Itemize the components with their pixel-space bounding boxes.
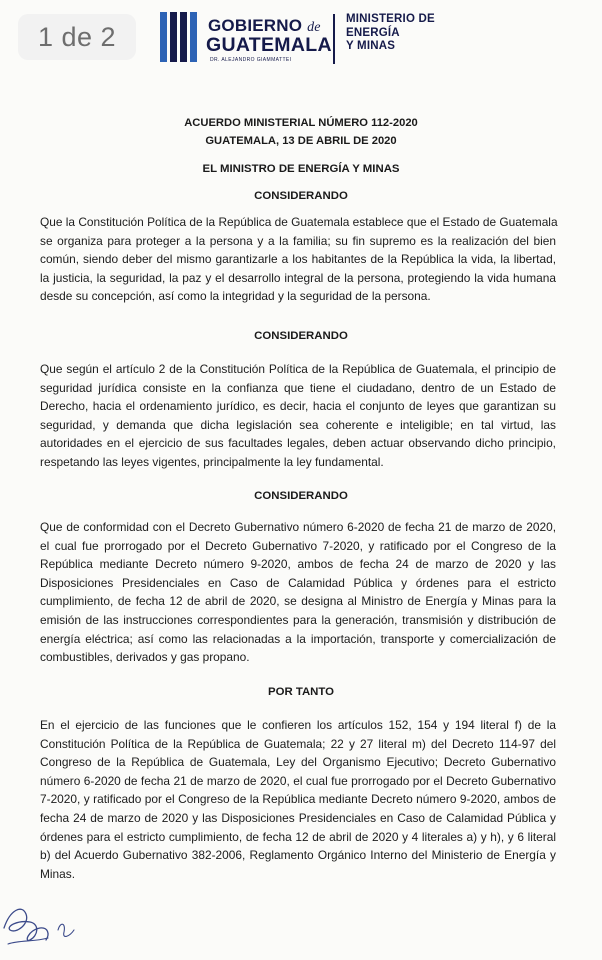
section-paragraph	[40, 518, 556, 667]
section-heading: CONSIDERANDO	[254, 330, 348, 342]
paragraph-line: autoridades en el ejercicio de sus facultades legales, deben actuar observando dicho principio,	[40, 436, 556, 451]
paragraph-line: el cual fue prorrogado por el Decreto Gubernativo 7-2020, y ratificado por el Congreso de la	[40, 538, 556, 553]
paragraph-line: seguridad jurídica consiste en la confianza que tiene el ciudadano, dentro de un Estado de	[40, 380, 556, 395]
logo-de-text: de	[307, 20, 321, 35]
paragraph-line: respetando las leyes vigentes, principalmente la ley fundamental.	[40, 454, 384, 469]
paragraph-line: Que de conformidad con el Decreto Gubernativo número 6-2020 de fecha 21 de marzo de 2020,	[40, 520, 556, 534]
government-logo	[160, 12, 460, 72]
paragraph-line: En el ejercicio de las funciones que le confieren los artículos 152, 154 y 194 literal f) de la	[40, 718, 556, 732]
document-title: ACUERDO MINISTERIAL NÚMERO 112-2020	[184, 117, 418, 129]
logo-ministry-name	[346, 13, 435, 54]
section-heading: POR TANTO	[267, 686, 335, 698]
section-paragraph	[40, 360, 556, 472]
paragraph-line: Derecho, hacia el ordenamiento jurídico, es decir, hacia el conjunto de leyes que garantizan su	[40, 399, 556, 414]
section-paragraph	[40, 213, 556, 306]
paragraph-line: Que la Constitución Política de la República de Guatemala establece que el Estado de Guatemala	[40, 215, 558, 229]
paragraph-line: Congreso de la República de Guatemala, Ley del Organismo Ejecutivo; Decreto Gubernativo	[40, 755, 556, 770]
paragraph-line: Constitución Política de la República de Guatemala; 22 y 27 literal m) del Decreto 114-97 del	[40, 736, 556, 751]
paragraph-line: fecha 24 de marzo de 2020 y las Disposiciones Presidenciales en Caso de Calamidad Pública y	[40, 810, 556, 825]
page-indicator[interactable]: 1 de 2	[18, 14, 136, 60]
handwritten-signature	[0, 890, 90, 960]
document-date: GUATEMALA, 13 DE ABRIL DE 2020	[205, 135, 397, 147]
document-authority: EL MINISTRO DE ENERGÍA Y MINAS	[202, 163, 400, 175]
paragraph-line: República mediante Decreto número 9-2020, ambos de fecha 24 de marzo de 2020 y las	[40, 557, 556, 572]
paragraph-line: Minas.	[40, 866, 76, 881]
paragraph-line: órdenes para el estricto cumplimiento, de fecha 12 de abril de 2020 y 4 literales a) y h), y 6 literal	[40, 829, 556, 844]
logo-ministry-line: MINISTERIO DE	[346, 13, 435, 25]
paragraph-line: la justicia, la seguridad, la paz y el desarrollo integral de la persona, protegiendo la vida humana	[40, 270, 556, 285]
paragraph-line: Que según el artículo 2 de la Constitución Política de la República de Guatemala, el principio de	[40, 362, 556, 376]
paragraph-line: seguridad, y demanda que dicha legislación sea coherente e inteligible; en tal virtud, las	[40, 417, 556, 432]
logo-gobierno-text: GOBIERNO de	[208, 16, 321, 35]
logo-ministry-line: Y MINAS	[346, 40, 396, 52]
section-heading: CONSIDERANDO	[254, 190, 348, 202]
paragraph-line: combustibles, derivados y gas propano.	[40, 650, 250, 665]
paragraph-line: Disposiciones Presidenciales en Caso de Calamidad Pública y órdenes para el estricto	[40, 575, 556, 590]
logo-guatemala-text: GUATEMALA	[206, 34, 332, 56]
logo-small-text: DR. ALEJANDRO GIAMMATTEI	[210, 57, 292, 63]
paragraph-line: cumplimiento, de fecha 12 de abril de 2020, se designa al Ministro de Energía y Minas para la	[40, 594, 556, 609]
logo-ministry-line: ENERGÍA	[346, 26, 400, 39]
logo-divider	[333, 14, 335, 64]
paragraph-line: común, siendo deber del mismo garantizarle a los habitantes de la República la vida, la libertad,	[40, 252, 556, 267]
paragraph-line: emisión de las instrucciones correspondientes para la generación, transmisión y distribución de	[40, 612, 556, 627]
paragraph-line: desde su concepción, así como la integridad y la seguridad de la persona.	[40, 289, 431, 304]
section-heading: CONSIDERANDO	[254, 490, 348, 502]
paragraph-line: se organiza para proteger a la persona y a la familia; su fin supremo es la realización del bien	[40, 233, 556, 248]
paragraph-line: número 6-2020 de fecha 21 de marzo de 2020, el cual fue prorrogado por el Decreto Gubernativo	[40, 773, 556, 788]
section-paragraph	[40, 716, 556, 883]
paragraph-line: energía eléctrica; así como las relacionadas a la importación, transporte y comercialización de	[40, 631, 556, 646]
guatemala-flag-mark-icon	[160, 12, 200, 66]
paragraph-line: b) del Acuerdo Gubernativo 382-2006, Reglamento Orgánico Interno del Ministerio de Energía y	[40, 848, 556, 863]
paragraph-line: 7-2020, y ratificado por el Congreso de la República mediante Decreto número 9-2020, ambos de	[40, 792, 556, 807]
